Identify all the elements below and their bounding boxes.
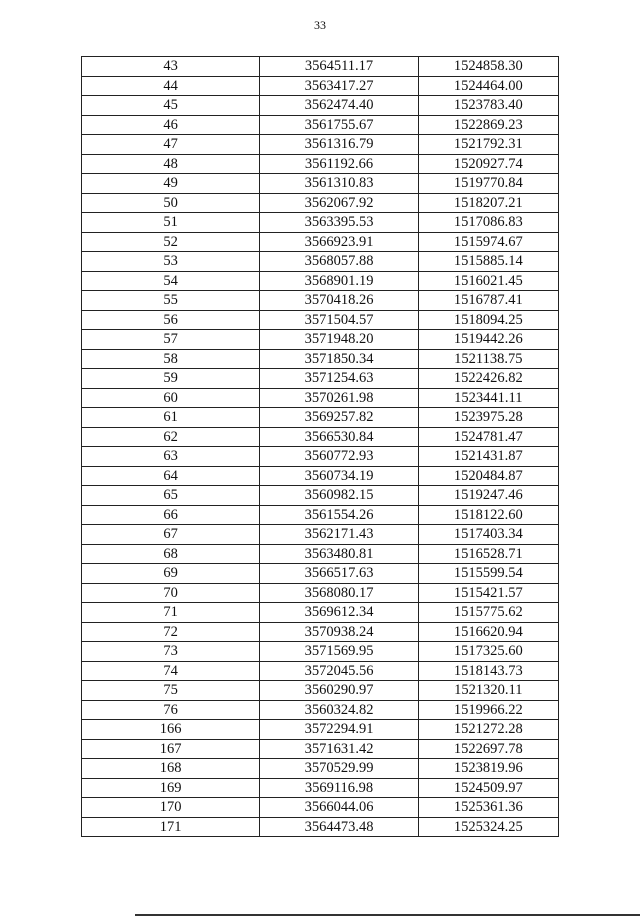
y-coordinate-cell: 1518122.60 bbox=[418, 505, 558, 525]
table-row bbox=[82, 681, 559, 701]
x-coordinate-cell: 3566923.91 bbox=[260, 232, 418, 252]
x-coordinate-cell: 3561755.67 bbox=[260, 115, 418, 135]
x-coordinate-cell: 3570261.98 bbox=[260, 388, 418, 408]
x-coordinate-cell: 3570938.24 bbox=[260, 622, 418, 642]
point-number-cell: 75 bbox=[82, 681, 260, 701]
y-coordinate-cell: 1517325.60 bbox=[418, 642, 558, 662]
point-number-cell: 169 bbox=[82, 778, 260, 798]
y-coordinate-cell: 1522426.82 bbox=[418, 369, 558, 389]
table-row bbox=[82, 408, 559, 428]
x-coordinate-cell: 3560290.97 bbox=[260, 681, 418, 701]
table-row bbox=[82, 369, 559, 389]
y-coordinate-cell: 1519770.84 bbox=[418, 174, 558, 194]
point-number-cell: 61 bbox=[82, 408, 260, 428]
y-coordinate-cell: 1518094.25 bbox=[418, 310, 558, 330]
x-coordinate-cell: 3560772.93 bbox=[260, 447, 418, 467]
x-coordinate-cell: 3560982.15 bbox=[260, 486, 418, 506]
x-coordinate-cell: 3562171.43 bbox=[260, 525, 418, 545]
x-coordinate-cell: 3571569.95 bbox=[260, 642, 418, 662]
table-row bbox=[82, 720, 559, 740]
table-row bbox=[82, 252, 559, 272]
page-number: 33 bbox=[314, 18, 326, 32]
y-coordinate-cell: 1523441.11 bbox=[418, 388, 558, 408]
y-coordinate-cell: 1524858.30 bbox=[418, 57, 558, 77]
y-coordinate-cell: 1524464.00 bbox=[418, 76, 558, 96]
table-row bbox=[82, 76, 559, 96]
coordinates-table bbox=[81, 56, 559, 837]
point-number-cell: 57 bbox=[82, 330, 260, 350]
x-coordinate-cell: 3562474.40 bbox=[260, 96, 418, 116]
table-row bbox=[82, 135, 559, 155]
x-coordinate-cell: 3562067.92 bbox=[260, 193, 418, 213]
point-number-cell: 60 bbox=[82, 388, 260, 408]
y-coordinate-cell: 1524509.97 bbox=[418, 778, 558, 798]
point-number-cell: 171 bbox=[82, 817, 260, 837]
table-row bbox=[82, 330, 559, 350]
point-number-cell: 70 bbox=[82, 583, 260, 603]
y-coordinate-cell: 1525324.25 bbox=[418, 817, 558, 837]
x-coordinate-cell: 3564473.48 bbox=[260, 817, 418, 837]
table-row bbox=[82, 310, 559, 330]
y-coordinate-cell: 1520484.87 bbox=[418, 466, 558, 486]
table-row bbox=[82, 427, 559, 447]
x-coordinate-cell: 3563480.81 bbox=[260, 544, 418, 564]
table-row bbox=[82, 525, 559, 545]
x-coordinate-cell: 3560324.82 bbox=[260, 700, 418, 720]
table-row bbox=[82, 739, 559, 759]
x-coordinate-cell: 3561316.79 bbox=[260, 135, 418, 155]
table-row bbox=[82, 213, 559, 233]
table-row bbox=[82, 622, 559, 642]
point-number-cell: 55 bbox=[82, 291, 260, 311]
table-row bbox=[82, 57, 559, 77]
y-coordinate-cell: 1523975.28 bbox=[418, 408, 558, 428]
table-row bbox=[82, 817, 559, 837]
table-row bbox=[82, 798, 559, 818]
y-coordinate-cell: 1519966.22 bbox=[418, 700, 558, 720]
table-row bbox=[82, 505, 559, 525]
x-coordinate-cell: 3570529.99 bbox=[260, 759, 418, 779]
table-row bbox=[82, 759, 559, 779]
x-coordinate-cell: 3566517.63 bbox=[260, 564, 418, 584]
y-coordinate-cell: 1523783.40 bbox=[418, 96, 558, 116]
y-coordinate-cell: 1516528.71 bbox=[418, 544, 558, 564]
point-number-cell: 69 bbox=[82, 564, 260, 584]
x-coordinate-cell: 3568901.19 bbox=[260, 271, 418, 291]
y-coordinate-cell: 1517086.83 bbox=[418, 213, 558, 233]
table-row bbox=[82, 661, 559, 681]
x-coordinate-cell: 3571631.42 bbox=[260, 739, 418, 759]
y-coordinate-cell: 1521272.28 bbox=[418, 720, 558, 740]
table-row bbox=[82, 349, 559, 369]
table-row bbox=[82, 388, 559, 408]
point-number-cell: 49 bbox=[82, 174, 260, 194]
point-number-cell: 53 bbox=[82, 252, 260, 272]
table-row bbox=[82, 291, 559, 311]
y-coordinate-cell: 1516787.41 bbox=[418, 291, 558, 311]
table-row bbox=[82, 486, 559, 506]
y-coordinate-cell: 1519442.26 bbox=[418, 330, 558, 350]
y-coordinate-cell: 1522697.78 bbox=[418, 739, 558, 759]
x-coordinate-cell: 3569257.82 bbox=[260, 408, 418, 428]
table-row bbox=[82, 466, 559, 486]
point-number-cell: 56 bbox=[82, 310, 260, 330]
coordinates-table-body bbox=[82, 57, 559, 837]
x-coordinate-cell: 3561192.66 bbox=[260, 154, 418, 174]
point-number-cell: 68 bbox=[82, 544, 260, 564]
y-coordinate-cell: 1516620.94 bbox=[418, 622, 558, 642]
x-coordinate-cell: 3572045.56 bbox=[260, 661, 418, 681]
x-coordinate-cell: 3569612.34 bbox=[260, 603, 418, 623]
x-coordinate-cell: 3571504.57 bbox=[260, 310, 418, 330]
point-number-cell: 45 bbox=[82, 96, 260, 116]
x-coordinate-cell: 3564511.17 bbox=[260, 57, 418, 77]
table-row bbox=[82, 174, 559, 194]
x-coordinate-cell: 3560734.19 bbox=[260, 466, 418, 486]
point-number-cell: 58 bbox=[82, 349, 260, 369]
table-row bbox=[82, 271, 559, 291]
table-row bbox=[82, 700, 559, 720]
table-row bbox=[82, 115, 559, 135]
table-row bbox=[82, 447, 559, 467]
point-number-cell: 63 bbox=[82, 447, 260, 467]
point-number-cell: 170 bbox=[82, 798, 260, 818]
y-coordinate-cell: 1525361.36 bbox=[418, 798, 558, 818]
x-coordinate-cell: 3566044.06 bbox=[260, 798, 418, 818]
point-number-cell: 72 bbox=[82, 622, 260, 642]
x-coordinate-cell: 3571850.34 bbox=[260, 349, 418, 369]
x-coordinate-cell: 3571254.63 bbox=[260, 369, 418, 389]
point-number-cell: 46 bbox=[82, 115, 260, 135]
table-row bbox=[82, 96, 559, 116]
y-coordinate-cell: 1521138.75 bbox=[418, 349, 558, 369]
point-number-cell: 44 bbox=[82, 76, 260, 96]
point-number-cell: 64 bbox=[82, 466, 260, 486]
x-coordinate-cell: 3563417.27 bbox=[260, 76, 418, 96]
point-number-cell: 71 bbox=[82, 603, 260, 623]
y-coordinate-cell: 1520927.74 bbox=[418, 154, 558, 174]
bottom-rule bbox=[135, 914, 640, 916]
table-row bbox=[82, 154, 559, 174]
point-number-cell: 52 bbox=[82, 232, 260, 252]
x-coordinate-cell: 3566530.84 bbox=[260, 427, 418, 447]
point-number-cell: 59 bbox=[82, 369, 260, 389]
table-row bbox=[82, 603, 559, 623]
y-coordinate-cell: 1524781.47 bbox=[418, 427, 558, 447]
x-coordinate-cell: 3563395.53 bbox=[260, 213, 418, 233]
y-coordinate-cell: 1521431.87 bbox=[418, 447, 558, 467]
x-coordinate-cell: 3568057.88 bbox=[260, 252, 418, 272]
table-row bbox=[82, 583, 559, 603]
y-coordinate-cell: 1515421.57 bbox=[418, 583, 558, 603]
y-coordinate-cell: 1522869.23 bbox=[418, 115, 558, 135]
x-coordinate-cell: 3561310.83 bbox=[260, 174, 418, 194]
point-number-cell: 62 bbox=[82, 427, 260, 447]
y-coordinate-cell: 1515599.54 bbox=[418, 564, 558, 584]
x-coordinate-cell: 3571948.20 bbox=[260, 330, 418, 350]
x-coordinate-cell: 3572294.91 bbox=[260, 720, 418, 740]
y-coordinate-cell: 1523819.96 bbox=[418, 759, 558, 779]
y-coordinate-cell: 1521792.31 bbox=[418, 135, 558, 155]
table-row bbox=[82, 564, 559, 584]
y-coordinate-cell: 1515775.62 bbox=[418, 603, 558, 623]
point-number-cell: 76 bbox=[82, 700, 260, 720]
point-number-cell: 51 bbox=[82, 213, 260, 233]
table-row bbox=[82, 778, 559, 798]
point-number-cell: 54 bbox=[82, 271, 260, 291]
point-number-cell: 48 bbox=[82, 154, 260, 174]
x-coordinate-cell: 3569116.98 bbox=[260, 778, 418, 798]
point-number-cell: 65 bbox=[82, 486, 260, 506]
table-row bbox=[82, 642, 559, 662]
point-number-cell: 50 bbox=[82, 193, 260, 213]
x-coordinate-cell: 3570418.26 bbox=[260, 291, 418, 311]
point-number-cell: 66 bbox=[82, 505, 260, 525]
point-number-cell: 67 bbox=[82, 525, 260, 545]
point-number-cell: 43 bbox=[82, 57, 260, 77]
table-row bbox=[82, 544, 559, 564]
point-number-cell: 47 bbox=[82, 135, 260, 155]
point-number-cell: 167 bbox=[82, 739, 260, 759]
y-coordinate-cell: 1518207.21 bbox=[418, 193, 558, 213]
y-coordinate-cell: 1516021.45 bbox=[418, 271, 558, 291]
x-coordinate-cell: 3561554.26 bbox=[260, 505, 418, 525]
y-coordinate-cell: 1517403.34 bbox=[418, 525, 558, 545]
y-coordinate-cell: 1519247.46 bbox=[418, 486, 558, 506]
y-coordinate-cell: 1521320.11 bbox=[418, 681, 558, 701]
table-row bbox=[82, 193, 559, 213]
table-row bbox=[82, 232, 559, 252]
point-number-cell: 74 bbox=[82, 661, 260, 681]
point-number-cell: 168 bbox=[82, 759, 260, 779]
point-number-cell: 73 bbox=[82, 642, 260, 662]
x-coordinate-cell: 3568080.17 bbox=[260, 583, 418, 603]
point-number-cell: 166 bbox=[82, 720, 260, 740]
y-coordinate-cell: 1518143.73 bbox=[418, 661, 558, 681]
y-coordinate-cell: 1515885.14 bbox=[418, 252, 558, 272]
y-coordinate-cell: 1515974.67 bbox=[418, 232, 558, 252]
